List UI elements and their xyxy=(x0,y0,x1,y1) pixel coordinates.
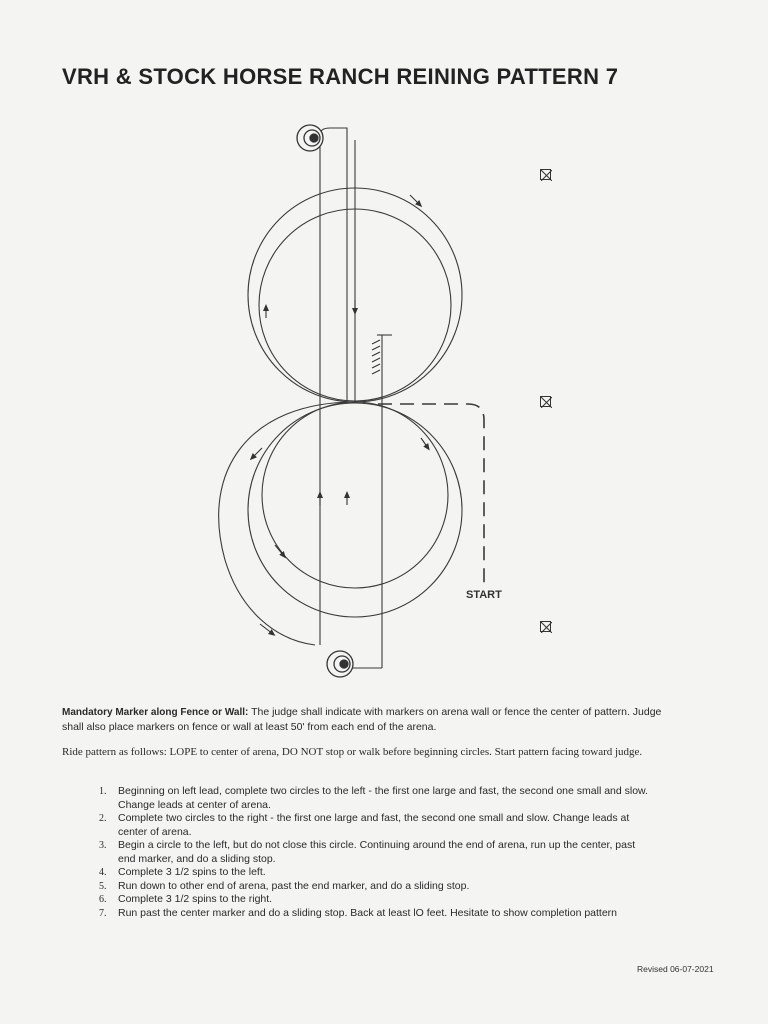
cone-marker-icon xyxy=(327,651,353,677)
run-around-path xyxy=(219,402,355,645)
start-label: START xyxy=(466,589,502,601)
list-item: 6. Complete 3 1/2 spins to the right. xyxy=(99,893,273,905)
boxed-x-marker-icon xyxy=(540,169,551,180)
ride-instructions: Ride pattern as follows: LOPE to center of arena, DO NOT stop or walk before beginning circles. Start pattern facing toward judge. xyxy=(62,746,643,758)
lower-large-circle xyxy=(248,403,462,617)
hatched-center-marker-icon xyxy=(372,340,380,374)
list-item: 1. Beginning on left lead, complete two circles to the left - the first one large and fast, the second one small and slow. Change leads at center of arena. xyxy=(99,785,648,811)
start-dashed-path xyxy=(378,404,484,585)
boxed-x-marker-icon xyxy=(540,621,551,632)
list-item: 2. Complete two circles to the right - the first one large and fast, the second one small and slow. Change leads at center of arena. xyxy=(99,812,630,838)
boxed-x-marker-icon xyxy=(540,396,551,407)
lower-small-circle xyxy=(262,402,448,588)
list-item: 7. Run past the center marker and do a sliding stop. Back at least lO feet. Hesitate to show completion pattern xyxy=(99,906,618,919)
list-item: 3. Begin a circle to the left, but do not close this circle. Continuing around the end of arena, run up the center, past end marker, and do a sliding stop. xyxy=(99,839,636,865)
arrow-left-loop xyxy=(252,448,262,458)
arrow-lower-left-small xyxy=(275,545,284,556)
center-run-line-upper xyxy=(320,128,347,645)
arrow-lower-right xyxy=(421,438,428,448)
arrow-run-around xyxy=(260,624,273,634)
pattern-steps xyxy=(85,785,655,920)
mandatory-marker-paragraph xyxy=(62,705,682,734)
page-title: VRH & STOCK HORSE RANCH REINING PATTERN 7 xyxy=(62,64,619,89)
list-item: 5. Run down to other end of arena, past the end marker, and do a sliding stop. xyxy=(99,879,470,892)
mandatory-text: The judge shall indicate with markers on arena wall or fence the center of pattern. Judge shall also place markers on fence or wall at least 50' from each end of the arena. xyxy=(62,706,662,733)
cone-marker-icon xyxy=(297,125,323,151)
revised-date: Revised 06-07-2021 xyxy=(637,964,714,974)
list-item: 4. Complete 3 1/2 spins to the left. xyxy=(99,866,266,878)
mandatory-heading: Mandatory Marker along Fence or Wall: xyxy=(62,707,249,718)
